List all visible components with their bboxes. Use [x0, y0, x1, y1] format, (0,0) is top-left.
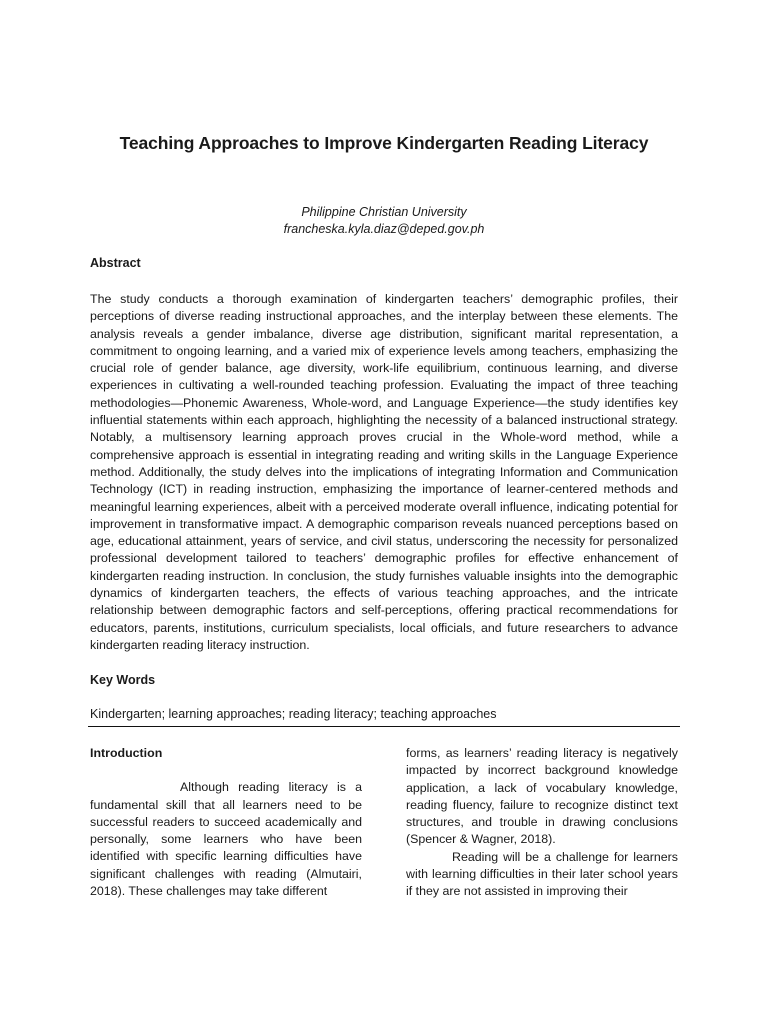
paper-title: Teaching Approaches to Improve Kindergarten Reading Literacy — [119, 133, 649, 153]
abstract-text: The study conducts a thorough examination of kindergarten teachers’ demographic profiles, their perceptions of diverse reading instructional approaches, and the interplay between these elements. The analysis reveals a gender imbalance, diverse age distribution, significant marital representation, a commitment to ongoing learning, and a varied mix of experience levels among teachers, emphasizing the crucial role of gender balance, age diversity, work-life equilibrium, continuous learning, and diverse experiences in cultivating a well-rounded teaching profession. Evaluating the impact of three teaching methodologies—Phonemic Awareness, Whole-word, and Language Experience—the study identifies key influential statements within each approach, highlighting the necessity of a balanced instructional strategy. Notably, a multisensory learning approach proves crucial in the Whole-word method, while a comprehensive approach is essential in integrating reading and writing skills in the Language Experience method. Additionally, the study delves into the implications of integrating Information and Communication Technology (ICT) in reading instruction, emphasizing the importance of learner-centered methods and meaningful learning experiences, albeit with a perceived moderate overall influence, indicating potential for improvement in transformative impact. A demographic comparison reveals nuanced perceptions based on age, educational attainment, years of service, and civil status, underscoring the necessity for personalized professional development tailored to teachers’ demographic profiles for effective enhancement of kindergarten reading instruction. In conclusion, the study furnishes valuable insights into the demographic dynamics of kindergarten teachers, the effects of various teaching approaches, and the intricate relationship between demographic factors and self-perceptions, offering practical recommendations for educators, parents, institutions, curriculum specialists, local officials, and future researchers to advance kindergarten reading literacy instruction. — [90, 292, 678, 652]
university-name: Philippine Christian University — [301, 205, 467, 219]
introduction-paragraph-right-2: Reading will be a challenge for learners with learning difficulties in their later school years if they are not assisted in improving their — [406, 849, 678, 899]
introduction-paragraph-left: Although reading literacy is a fundamental skill that all learners need to be successful readers to succeed academically and personally, some learners who have been identified with specific learning difficulties have significant challenges with reading (Almutairi, 2018). These challenges may take different — [90, 780, 362, 899]
introduction-heading: Introduction — [90, 746, 163, 760]
introduction-paragraph-right-1: forms, as learners’ reading literacy is negatively impacted by incorrect background knowledge application, a lack of vocabulary knowledge, reading fluency, failure to recognize distinct text structures, and trouble in drawing conclusions (Spencer & Wagner, 2018). — [406, 746, 678, 847]
section-divider — [88, 726, 680, 727]
author-affiliation — [0, 204, 768, 238]
abstract-heading: Abstract — [90, 256, 141, 270]
keywords-text: Kindergarten; learning approaches; reading literacy; teaching approaches — [90, 707, 497, 721]
author-email: francheska.kyla.diaz@deped.gov.ph — [283, 222, 485, 236]
right-column — [406, 745, 678, 901]
left-column — [90, 745, 362, 900]
keywords-heading: Key Words — [90, 673, 156, 687]
